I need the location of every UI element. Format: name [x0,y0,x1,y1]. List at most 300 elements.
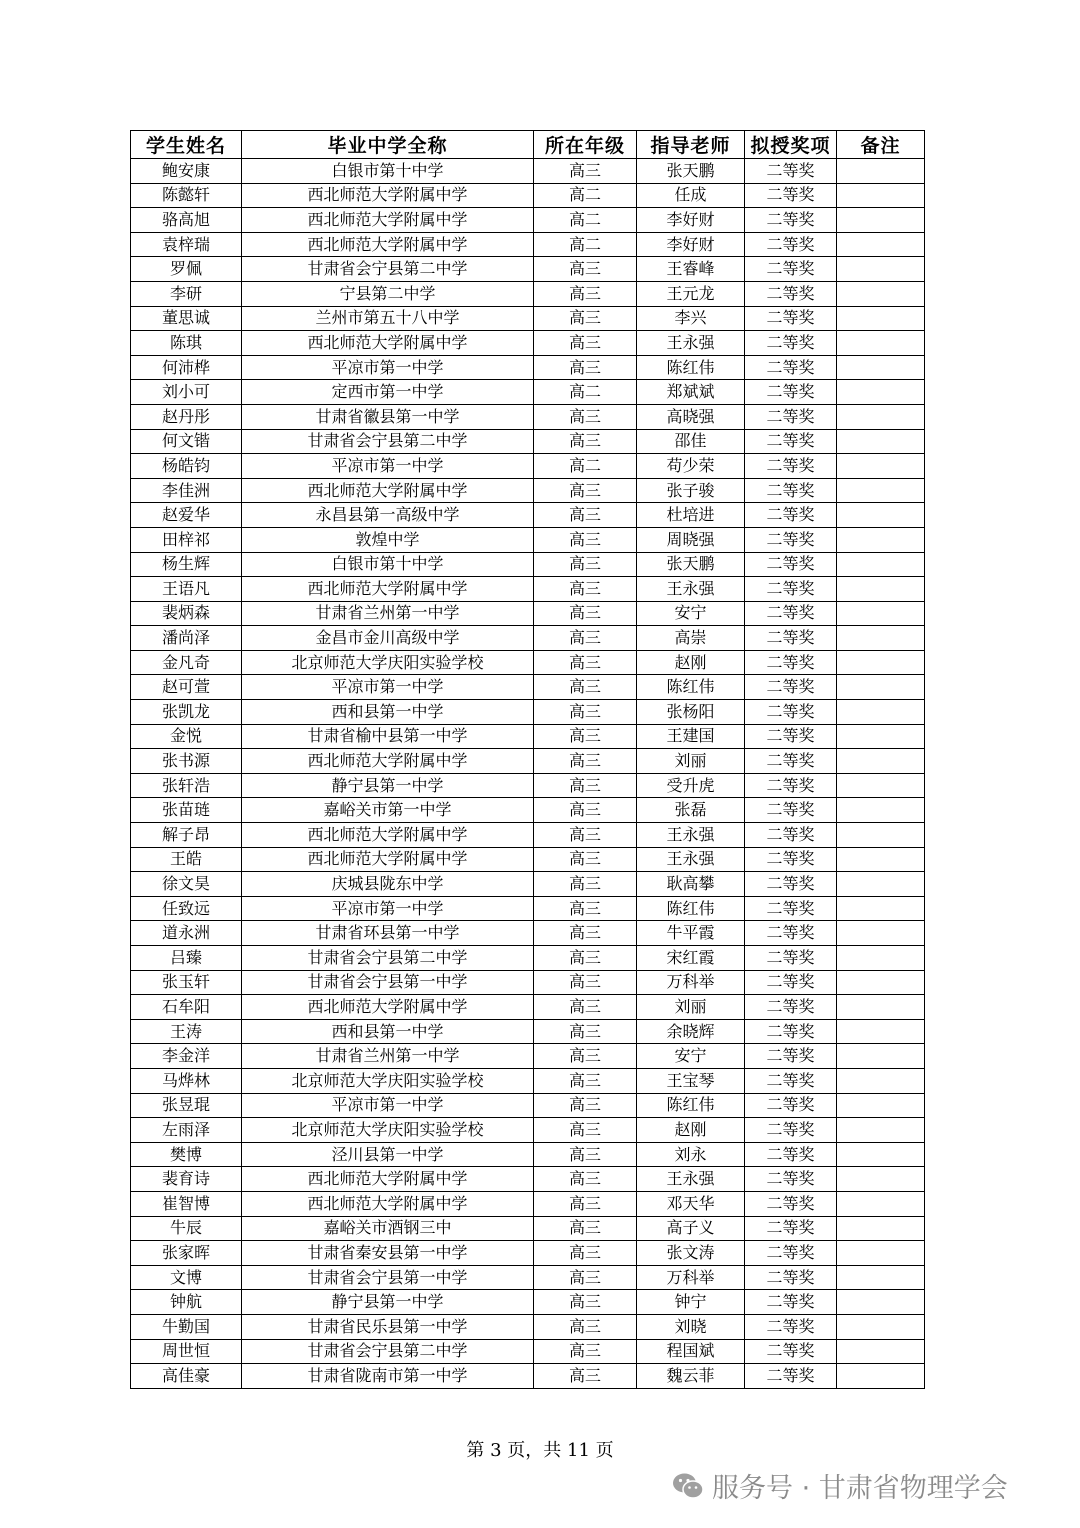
cell-grade: 高三 [534,478,637,503]
cell-remarks [837,159,925,184]
cell-teacher: 王永强 [637,331,745,356]
table-row [131,601,925,626]
cell-school: 白银市第十中学 [242,159,534,184]
cell-award: 二等奖 [745,872,837,897]
cell-award: 二等奖 [745,1290,837,1315]
cell-teacher: 魏云菲 [637,1364,745,1389]
table-row [131,995,925,1020]
cell-award: 二等奖 [745,503,837,528]
cell-student-name: 张家晖 [131,1241,242,1266]
cell-award: 二等奖 [745,232,837,257]
table-row [131,429,925,454]
cell-award: 二等奖 [745,675,837,700]
table-row [131,1044,925,1069]
cell-award: 二等奖 [745,1314,837,1339]
cell-grade: 高三 [534,700,637,725]
cell-school: 甘肃省会宁县第一中学 [242,970,534,995]
cell-school: 甘肃省环县第一中学 [242,921,534,946]
cell-remarks [837,1364,925,1389]
cell-student-name: 陈懿轩 [131,183,242,208]
cell-teacher: 张子骏 [637,478,745,503]
cell-grade: 高三 [534,773,637,798]
table-row [131,1118,925,1143]
cell-grade: 高三 [534,1118,637,1143]
cell-grade: 高三 [534,946,637,971]
cell-teacher: 安宁 [637,601,745,626]
cell-remarks [837,1142,925,1167]
table-row [131,503,925,528]
cell-student-name: 金凡奇 [131,650,242,675]
table-row [131,527,925,552]
table-row [131,1191,925,1216]
table-row [131,1167,925,1192]
cell-grade: 高二 [534,208,637,233]
cell-school: 平凉市第一中学 [242,896,534,921]
cell-remarks [837,1314,925,1339]
cell-remarks [837,454,925,479]
header-teacher: 指导老师 [637,131,745,159]
cell-teacher: 周晓强 [637,527,745,552]
cell-teacher: 张杨阳 [637,700,745,725]
cell-teacher: 李兴 [637,306,745,331]
table-row [131,724,925,749]
cell-remarks [837,232,925,257]
header-grade: 所在年级 [534,131,637,159]
cell-grade: 高三 [534,798,637,823]
cell-school: 甘肃省会宁县第二中学 [242,946,534,971]
cell-remarks [837,601,925,626]
header-student-name: 学生姓名 [131,131,242,159]
cell-school: 甘肃省会宁县第二中学 [242,1339,534,1364]
cell-grade: 高三 [534,1241,637,1266]
cell-teacher: 任成 [637,183,745,208]
cell-award: 二等奖 [745,281,837,306]
cell-student-name: 高佳豪 [131,1364,242,1389]
cell-student-name: 赵可萱 [131,675,242,700]
cell-school: 甘肃省秦安县第一中学 [242,1241,534,1266]
cell-teacher: 王永强 [637,823,745,848]
cell-student-name: 李研 [131,281,242,306]
cell-teacher: 万科举 [637,970,745,995]
cell-school: 甘肃省民乐县第一中学 [242,1314,534,1339]
table-row [131,380,925,405]
cell-teacher: 李好财 [637,208,745,233]
cell-school: 静宁县第一中学 [242,773,534,798]
cell-student-name: 袁梓瑞 [131,232,242,257]
cell-school: 西北师范大学附属中学 [242,183,534,208]
cell-grade: 高三 [534,1068,637,1093]
cell-award: 二等奖 [745,429,837,454]
cell-grade: 高三 [534,601,637,626]
cell-student-name: 何文锴 [131,429,242,454]
watermark [672,1466,1008,1505]
cell-grade: 高三 [534,257,637,282]
cell-teacher: 王元龙 [637,281,745,306]
cell-student-name: 杨皓钧 [131,454,242,479]
cell-award: 二等奖 [745,1044,837,1069]
table-row [131,1068,925,1093]
cell-remarks [837,847,925,872]
page-footer: 第 3 页，共 11 页 [466,1440,614,1461]
table-row [131,1265,925,1290]
cell-school: 北京师范大学庆阳实验学校 [242,650,534,675]
table-row [131,257,925,282]
cell-teacher: 受升虎 [637,773,745,798]
cell-teacher: 陈红伟 [637,896,745,921]
table-row [131,577,925,602]
table-row [131,749,925,774]
cell-school: 嘉峪关市第一中学 [242,798,534,823]
cell-school: 白银市第十中学 [242,552,534,577]
cell-award: 二等奖 [745,601,837,626]
cell-student-name: 吕臻 [131,946,242,971]
cell-grade: 高三 [534,872,637,897]
table-row [131,946,925,971]
cell-grade: 高三 [534,159,637,184]
cell-award: 二等奖 [745,700,837,725]
cell-remarks [837,626,925,651]
cell-teacher: 赵刚 [637,1118,745,1143]
cell-teacher: 张文涛 [637,1241,745,1266]
table-row [131,159,925,184]
cell-teacher: 宋红霞 [637,946,745,971]
cell-student-name: 文博 [131,1265,242,1290]
cell-award: 二等奖 [745,1068,837,1093]
cell-award: 二等奖 [745,773,837,798]
cell-teacher: 王永强 [637,577,745,602]
cell-student-name: 董思诚 [131,306,242,331]
cell-student-name: 赵爱华 [131,503,242,528]
cell-grade: 高三 [534,527,637,552]
cell-remarks [837,183,925,208]
cell-remarks [837,208,925,233]
cell-remarks [837,478,925,503]
cell-school: 北京师范大学庆阳实验学校 [242,1118,534,1143]
cell-school: 西北师范大学附属中学 [242,1191,534,1216]
table-row [131,1241,925,1266]
cell-school: 西和县第一中学 [242,700,534,725]
cell-school: 庆城县陇东中学 [242,872,534,897]
cell-student-name: 裴育诗 [131,1167,242,1192]
cell-grade: 高三 [534,1044,637,1069]
cell-remarks [837,798,925,823]
table-row [131,454,925,479]
cell-grade: 高三 [534,429,637,454]
cell-school: 金昌市金川高级中学 [242,626,534,651]
cell-award: 二等奖 [745,798,837,823]
cell-grade: 高三 [534,306,637,331]
cell-remarks [837,1019,925,1044]
cell-remarks [837,749,925,774]
cell-remarks [837,355,925,380]
table-row [131,478,925,503]
wechat-icon [672,1472,704,1500]
cell-teacher: 万科举 [637,1265,745,1290]
cell-grade: 高三 [534,823,637,848]
cell-grade: 高三 [534,1265,637,1290]
cell-student-name: 何沛桦 [131,355,242,380]
cell-award: 二等奖 [745,478,837,503]
cell-remarks [837,1339,925,1364]
cell-school: 北京师范大学庆阳实验学校 [242,1068,534,1093]
cell-award: 二等奖 [745,208,837,233]
cell-remarks [837,724,925,749]
cell-teacher: 陈红伟 [637,1093,745,1118]
cell-school: 西北师范大学附属中学 [242,331,534,356]
cell-remarks [837,1216,925,1241]
cell-remarks [837,995,925,1020]
cell-award: 二等奖 [745,1019,837,1044]
cell-grade: 高三 [534,970,637,995]
cell-student-name: 骆高旭 [131,208,242,233]
cell-award: 二等奖 [745,577,837,602]
cell-student-name: 解子昂 [131,823,242,848]
cell-school: 西北师范大学附属中学 [242,478,534,503]
cell-school: 西北师范大学附属中学 [242,847,534,872]
cell-award: 二等奖 [745,1118,837,1143]
cell-grade: 高三 [534,1364,637,1389]
cell-student-name: 樊博 [131,1142,242,1167]
cell-student-name: 马烨林 [131,1068,242,1093]
cell-teacher: 高崇 [637,626,745,651]
cell-student-name: 张玉轩 [131,970,242,995]
cell-remarks [837,1290,925,1315]
cell-student-name: 李金洋 [131,1044,242,1069]
cell-award: 二等奖 [745,306,837,331]
cell-teacher: 邵佳 [637,429,745,454]
cell-student-name: 李佳洲 [131,478,242,503]
cell-student-name: 张书源 [131,749,242,774]
cell-award: 二等奖 [745,896,837,921]
cell-school: 甘肃省会宁县第二中学 [242,429,534,454]
cell-student-name: 左雨泽 [131,1118,242,1143]
cell-school: 平凉市第一中学 [242,675,534,700]
cell-grade: 高三 [534,847,637,872]
award-table [130,130,925,1389]
cell-school: 西北师范大学附属中学 [242,823,534,848]
cell-grade: 高三 [534,355,637,380]
cell-teacher: 张磊 [637,798,745,823]
cell-school: 嘉峪关市酒钢三中 [242,1216,534,1241]
cell-teacher: 王睿峰 [637,257,745,282]
cell-remarks [837,700,925,725]
cell-award: 二等奖 [745,823,837,848]
cell-school: 甘肃省会宁县第一中学 [242,1265,534,1290]
cell-grade: 高三 [534,1191,637,1216]
cell-student-name: 石牟阳 [131,995,242,1020]
cell-award: 二等奖 [745,724,837,749]
cell-school: 泾川县第一中学 [242,1142,534,1167]
cell-award: 二等奖 [745,995,837,1020]
table-row [131,700,925,725]
cell-award: 二等奖 [745,1191,837,1216]
cell-remarks [837,675,925,700]
cell-remarks [837,331,925,356]
cell-teacher: 余晓辉 [637,1019,745,1044]
cell-student-name: 王涛 [131,1019,242,1044]
table-row [131,650,925,675]
table-row [131,798,925,823]
cell-remarks [837,257,925,282]
cell-award: 二等奖 [745,1241,837,1266]
cell-teacher: 耿高攀 [637,872,745,897]
cell-award: 二等奖 [745,355,837,380]
cell-award: 二等奖 [745,159,837,184]
cell-school: 永昌县第一高级中学 [242,503,534,528]
cell-award: 二等奖 [745,921,837,946]
cell-grade: 高二 [534,183,637,208]
cell-student-name: 张昱琨 [131,1093,242,1118]
cell-grade: 高三 [534,1290,637,1315]
cell-student-name: 张轩浩 [131,773,242,798]
cell-grade: 高三 [534,331,637,356]
cell-student-name: 陈琪 [131,331,242,356]
cell-student-name: 罗佩 [131,257,242,282]
cell-award: 二等奖 [745,527,837,552]
cell-grade: 高三 [534,921,637,946]
table-row [131,921,925,946]
cell-student-name: 徐文昊 [131,872,242,897]
cell-school: 西和县第一中学 [242,1019,534,1044]
table-row [131,970,925,995]
cell-remarks [837,1191,925,1216]
cell-remarks [837,1068,925,1093]
cell-grade: 高三 [534,749,637,774]
table-row [131,872,925,897]
header-remarks: 备注 [837,131,925,159]
cell-award: 二等奖 [745,331,837,356]
cell-teacher: 刘丽 [637,749,745,774]
header-school: 毕业中学全称 [242,131,534,159]
cell-grade: 高三 [534,577,637,602]
table-row [131,183,925,208]
cell-teacher: 张天鹏 [637,159,745,184]
cell-school: 西北师范大学附属中学 [242,232,534,257]
cell-remarks [837,380,925,405]
cell-school: 宁县第二中学 [242,281,534,306]
cell-grade: 高三 [534,404,637,429]
cell-student-name: 金悦 [131,724,242,749]
table-header-row [131,131,925,159]
cell-award: 二等奖 [745,454,837,479]
cell-school: 西北师范大学附属中学 [242,1167,534,1192]
table-row [131,626,925,651]
table-row [131,1019,925,1044]
cell-student-name: 裴炳森 [131,601,242,626]
table-row [131,1290,925,1315]
cell-remarks [837,1265,925,1290]
cell-grade: 高三 [534,995,637,1020]
cell-student-name: 张苗琏 [131,798,242,823]
table-row [131,1216,925,1241]
cell-teacher: 陈红伟 [637,675,745,700]
cell-award: 二等奖 [745,847,837,872]
cell-grade: 高三 [534,1339,637,1364]
cell-remarks [837,527,925,552]
cell-school: 平凉市第一中学 [242,355,534,380]
cell-teacher: 王永强 [637,847,745,872]
cell-school: 西北师范大学附属中学 [242,577,534,602]
cell-remarks [837,1118,925,1143]
table-row [131,232,925,257]
award-table-container [130,130,925,1389]
cell-remarks [837,552,925,577]
cell-student-name: 田梓祁 [131,527,242,552]
cell-school: 定西市第一中学 [242,380,534,405]
cell-award: 二等奖 [745,183,837,208]
cell-grade: 高三 [534,675,637,700]
table-row [131,355,925,380]
cell-grade: 高三 [534,1314,637,1339]
cell-grade: 高三 [534,650,637,675]
table-row [131,552,925,577]
cell-school: 兰州市第五十八中学 [242,306,534,331]
cell-remarks [837,306,925,331]
cell-award: 二等奖 [745,970,837,995]
cell-remarks [837,921,925,946]
cell-student-name: 鲍安康 [131,159,242,184]
cell-grade: 高三 [534,1093,637,1118]
cell-student-name: 任致远 [131,896,242,921]
table-body [131,159,925,1389]
table-row [131,773,925,798]
cell-award: 二等奖 [745,1167,837,1192]
cell-teacher: 高晓强 [637,404,745,429]
table-row [131,1142,925,1167]
cell-award: 二等奖 [745,1339,837,1364]
cell-grade: 高三 [534,1216,637,1241]
cell-remarks [837,650,925,675]
cell-teacher: 张天鹏 [637,552,745,577]
cell-teacher: 程国斌 [637,1339,745,1364]
cell-award: 二等奖 [745,1216,837,1241]
cell-grade: 高三 [534,552,637,577]
cell-award: 二等奖 [745,1265,837,1290]
table-row [131,675,925,700]
cell-student-name: 王语凡 [131,577,242,602]
cell-student-name: 杨生辉 [131,552,242,577]
cell-teacher: 郑斌斌 [637,380,745,405]
cell-remarks [837,503,925,528]
cell-teacher: 刘永 [637,1142,745,1167]
cell-remarks [837,404,925,429]
cell-school: 平凉市第一中学 [242,454,534,479]
cell-remarks [837,946,925,971]
cell-student-name: 张凯龙 [131,700,242,725]
cell-grade: 高二 [534,454,637,479]
table-row [131,1314,925,1339]
cell-school: 甘肃省徽县第一中学 [242,404,534,429]
cell-grade: 高三 [534,503,637,528]
table-row [131,847,925,872]
cell-remarks [837,970,925,995]
cell-student-name: 钟航 [131,1290,242,1315]
table-row [131,208,925,233]
cell-remarks [837,281,925,306]
cell-award: 二等奖 [745,626,837,651]
table-row [131,1339,925,1364]
table-row [131,306,925,331]
cell-remarks [837,1167,925,1192]
table-row [131,281,925,306]
cell-award: 二等奖 [745,404,837,429]
table-row [131,896,925,921]
cell-teacher: 王宝琴 [637,1068,745,1093]
cell-teacher: 王建国 [637,724,745,749]
watermark-text: 服务号 · 甘肃省物理学会 [712,1473,1008,1504]
cell-award: 二等奖 [745,552,837,577]
cell-remarks [837,577,925,602]
